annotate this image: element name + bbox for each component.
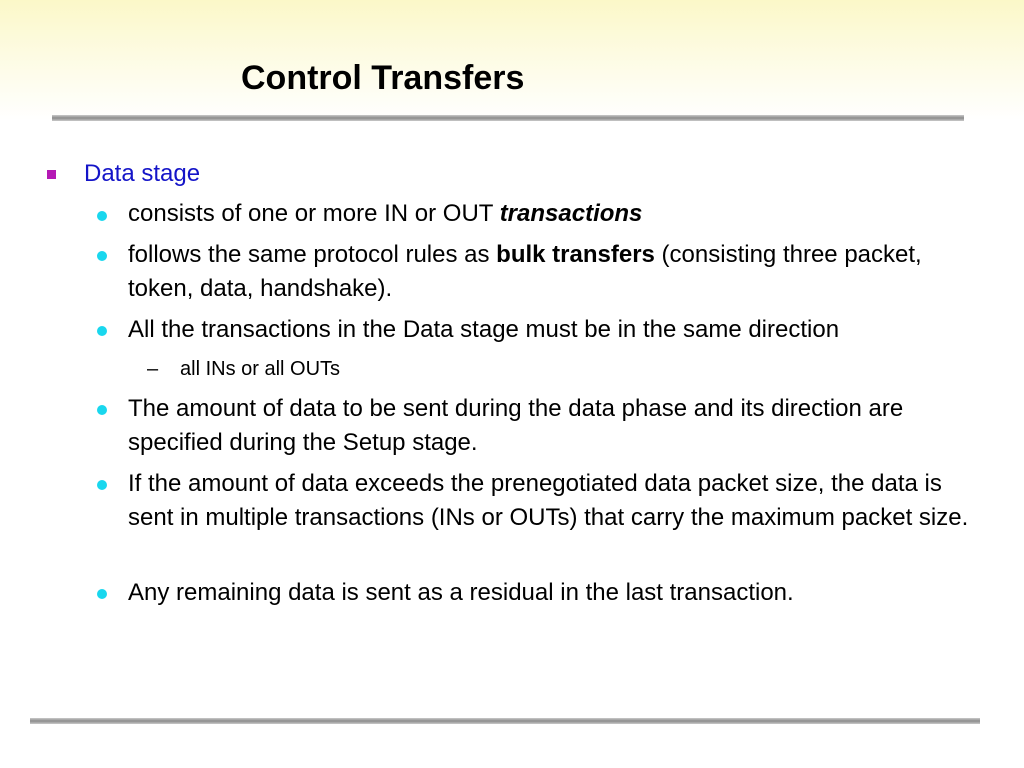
round-bullet-icon <box>97 251 107 261</box>
footer-divider <box>30 718 980 724</box>
title-divider <box>52 115 964 121</box>
square-bullet-icon <box>47 170 56 179</box>
slide-title: Control Transfers <box>241 59 525 97</box>
round-bullet-icon <box>97 405 107 415</box>
dash-bullet-icon: – <box>147 358 159 380</box>
round-bullet-icon <box>97 211 107 221</box>
round-bullet-icon <box>97 326 107 336</box>
bullet-item <box>128 238 988 306</box>
bullet-text: consists of one or more IN or OUT <box>128 200 500 227</box>
round-bullet-icon <box>97 480 107 490</box>
section-heading: Data stage <box>84 160 201 187</box>
bullet-item: All the transactions in the Data stage must be in the same direction <box>128 316 840 343</box>
bullet-item: The amount of data to be sent during the data phase and its direction are specified during the Setup stage. <box>128 395 904 456</box>
bullet-text-tail: (consisting three packet, token, data, handshake). <box>128 241 922 302</box>
bullet-emphasis: bulk transfers <box>496 241 655 268</box>
bullet-item: If the amount of data exceeds the prenegotiated data packet size, the data is sent in multiple transactions (INs or OUTs) that carry the maximum packet size. <box>128 470 969 531</box>
bullet-item <box>128 197 988 231</box>
round-bullet-icon <box>97 589 107 599</box>
bullet-item: Any remaining data is sent as a residual in the last transaction. <box>128 579 794 606</box>
sub-bullet-item: all INs or all OUTs <box>180 358 341 380</box>
bullet-text: follows the same protocol rules as <box>128 241 497 268</box>
bullet-emphasis: transactions <box>499 200 643 227</box>
